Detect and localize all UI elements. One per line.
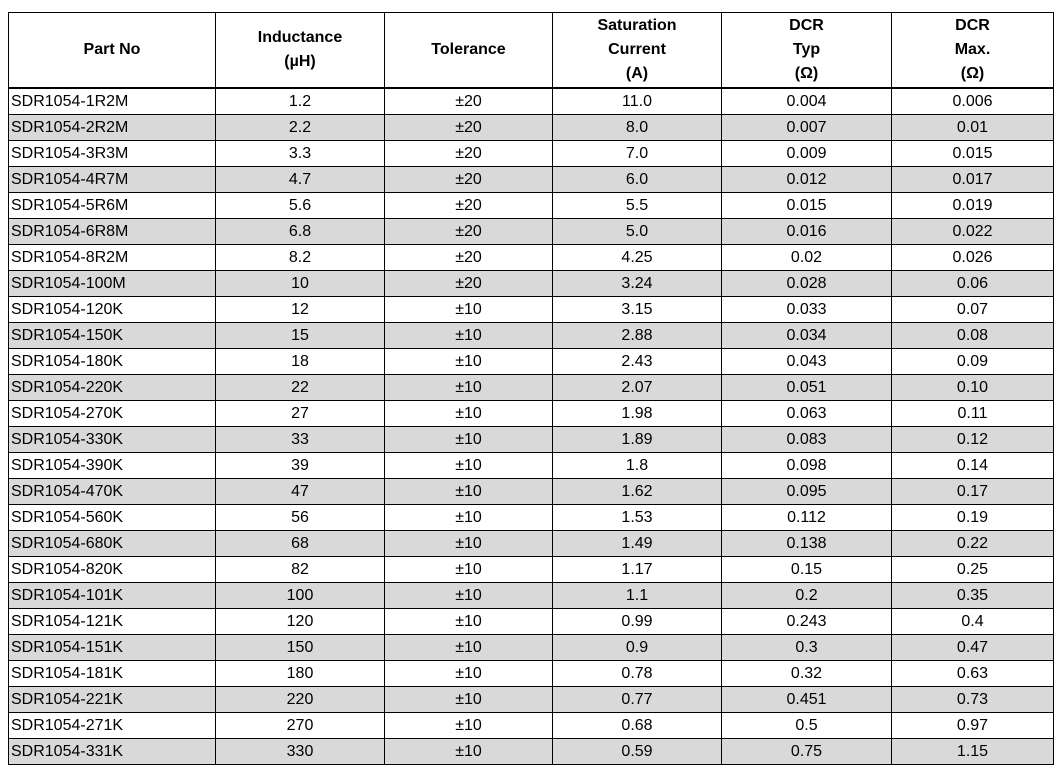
inductance-cell: 10 (216, 270, 385, 296)
part-no-cell: SDR1054-270K (9, 400, 216, 426)
saturation-current-cell: 0.77 (553, 686, 722, 712)
inductance-cell: 82 (216, 556, 385, 582)
saturation-current-cell: 5.0 (553, 218, 722, 244)
saturation-current-cell: 1.17 (553, 556, 722, 582)
dcr-max-cell: 0.017 (892, 166, 1054, 192)
dcr-typ-cell: 0.2 (722, 582, 892, 608)
part-no-cell: SDR1054-221K (9, 686, 216, 712)
inductance-cell: 220 (216, 686, 385, 712)
tolerance-cell: ±20 (385, 166, 553, 192)
part-no-cell: SDR1054-6R8M (9, 218, 216, 244)
inductance-cell: 22 (216, 374, 385, 400)
saturation-current-cell: 7.0 (553, 140, 722, 166)
dcr-typ-cell: 0.3 (722, 634, 892, 660)
dcr-max-cell: 0.4 (892, 608, 1054, 634)
inductance-cell: 68 (216, 530, 385, 556)
tolerance-cell: ±20 (385, 140, 553, 166)
dcr-max-cell: 0.015 (892, 140, 1054, 166)
table-row (9, 738, 1054, 764)
saturation-current-cell: 1.49 (553, 530, 722, 556)
dcr-max-cell: 0.10 (892, 374, 1054, 400)
part-no-cell: SDR1054-8R2M (9, 244, 216, 270)
table-row (9, 530, 1054, 556)
table-row (9, 582, 1054, 608)
saturation-current-cell: 0.78 (553, 660, 722, 686)
dcr-typ-cell: 0.15 (722, 556, 892, 582)
saturation-current-cell: 0.9 (553, 634, 722, 660)
dcr-max-cell: 0.09 (892, 348, 1054, 374)
tolerance-cell: ±10 (385, 738, 553, 764)
table-body (9, 88, 1054, 765)
header-dcr-max: DCR Max. (Ω) (892, 13, 1054, 88)
saturation-current-cell: 3.24 (553, 270, 722, 296)
part-no-cell: SDR1054-1R2M (9, 88, 216, 115)
inductance-cell: 5.6 (216, 192, 385, 218)
tolerance-cell: ±10 (385, 374, 553, 400)
tolerance-cell: ±10 (385, 322, 553, 348)
table-row (9, 452, 1054, 478)
saturation-current-cell: 1.1 (553, 582, 722, 608)
dcr-max-cell: 1.15 (892, 738, 1054, 764)
table-row (9, 270, 1054, 296)
header-saturation-current: Saturation Current (A) (553, 13, 722, 88)
inductance-cell: 100 (216, 582, 385, 608)
header-inductance: Inductance (µH) (216, 13, 385, 88)
inductance-cell: 27 (216, 400, 385, 426)
inductance-cell: 18 (216, 348, 385, 374)
dcr-typ-cell: 0.051 (722, 374, 892, 400)
part-no-cell: SDR1054-120K (9, 296, 216, 322)
tolerance-cell: ±20 (385, 114, 553, 140)
tolerance-cell: ±10 (385, 634, 553, 660)
saturation-current-cell: 0.99 (553, 608, 722, 634)
saturation-current-cell: 1.8 (553, 452, 722, 478)
tolerance-cell: ±10 (385, 426, 553, 452)
table-row (9, 686, 1054, 712)
inductance-cell: 47 (216, 478, 385, 504)
saturation-current-cell: 5.5 (553, 192, 722, 218)
dcr-typ-cell: 0.063 (722, 400, 892, 426)
dcr-max-cell: 0.97 (892, 712, 1054, 738)
dcr-typ-cell: 0.033 (722, 296, 892, 322)
part-no-cell: SDR1054-2R2M (9, 114, 216, 140)
part-no-cell: SDR1054-3R3M (9, 140, 216, 166)
dcr-typ-cell: 0.083 (722, 426, 892, 452)
table-row (9, 374, 1054, 400)
dcr-typ-cell: 0.098 (722, 452, 892, 478)
part-no-cell: SDR1054-4R7M (9, 166, 216, 192)
saturation-current-cell: 2.43 (553, 348, 722, 374)
inductance-cell: 1.2 (216, 88, 385, 115)
dcr-max-cell: 0.73 (892, 686, 1054, 712)
dcr-typ-cell: 0.32 (722, 660, 892, 686)
table-row (9, 166, 1054, 192)
dcr-max-cell: 0.07 (892, 296, 1054, 322)
table-row (9, 400, 1054, 426)
dcr-max-cell: 0.019 (892, 192, 1054, 218)
table-row (9, 322, 1054, 348)
saturation-current-cell: 1.98 (553, 400, 722, 426)
table-row (9, 712, 1054, 738)
part-no-cell: SDR1054-5R6M (9, 192, 216, 218)
saturation-current-cell: 2.88 (553, 322, 722, 348)
tolerance-cell: ±20 (385, 270, 553, 296)
part-no-cell: SDR1054-150K (9, 322, 216, 348)
dcr-max-cell: 0.25 (892, 556, 1054, 582)
tolerance-cell: ±20 (385, 218, 553, 244)
table-row (9, 192, 1054, 218)
table-row (9, 348, 1054, 374)
dcr-typ-cell: 0.009 (722, 140, 892, 166)
part-no-cell: SDR1054-271K (9, 712, 216, 738)
saturation-current-cell: 6.0 (553, 166, 722, 192)
tolerance-cell: ±10 (385, 608, 553, 634)
inductance-cell: 12 (216, 296, 385, 322)
tolerance-cell: ±10 (385, 686, 553, 712)
dcr-max-cell: 0.11 (892, 400, 1054, 426)
table-row (9, 296, 1054, 322)
saturation-current-cell: 0.68 (553, 712, 722, 738)
tolerance-cell: ±20 (385, 88, 553, 115)
part-no-cell: SDR1054-100M (9, 270, 216, 296)
inductance-cell: 270 (216, 712, 385, 738)
dcr-typ-cell: 0.016 (722, 218, 892, 244)
part-no-cell: SDR1054-151K (9, 634, 216, 660)
part-no-cell: SDR1054-331K (9, 738, 216, 764)
saturation-current-cell: 1.62 (553, 478, 722, 504)
dcr-max-cell: 0.14 (892, 452, 1054, 478)
table-row (9, 634, 1054, 660)
inductance-cell: 330 (216, 738, 385, 764)
table-row (9, 88, 1054, 115)
table-row (9, 478, 1054, 504)
tolerance-cell: ±20 (385, 192, 553, 218)
dcr-max-cell: 0.63 (892, 660, 1054, 686)
table-header (9, 13, 1054, 88)
inductance-cell: 8.2 (216, 244, 385, 270)
tolerance-cell: ±10 (385, 478, 553, 504)
dcr-typ-cell: 0.012 (722, 166, 892, 192)
dcr-typ-cell: 0.75 (722, 738, 892, 764)
dcr-max-cell: 0.35 (892, 582, 1054, 608)
table-row (9, 244, 1054, 270)
header-row (9, 13, 1054, 88)
tolerance-cell: ±10 (385, 582, 553, 608)
dcr-typ-cell: 0.112 (722, 504, 892, 530)
inductance-cell: 180 (216, 660, 385, 686)
inductance-cell: 150 (216, 634, 385, 660)
table-row (9, 426, 1054, 452)
part-no-cell: SDR1054-220K (9, 374, 216, 400)
dcr-typ-cell: 0.043 (722, 348, 892, 374)
dcr-max-cell: 0.22 (892, 530, 1054, 556)
inductance-cell: 39 (216, 452, 385, 478)
saturation-current-cell: 11.0 (553, 88, 722, 115)
saturation-current-cell: 8.0 (553, 114, 722, 140)
dcr-typ-cell: 0.034 (722, 322, 892, 348)
dcr-typ-cell: 0.138 (722, 530, 892, 556)
dcr-max-cell: 0.08 (892, 322, 1054, 348)
saturation-current-cell: 0.59 (553, 738, 722, 764)
dcr-max-cell: 0.022 (892, 218, 1054, 244)
dcr-typ-cell: 0.243 (722, 608, 892, 634)
part-no-cell: SDR1054-181K (9, 660, 216, 686)
tolerance-cell: ±10 (385, 530, 553, 556)
tolerance-cell: ±10 (385, 400, 553, 426)
inductance-cell: 33 (216, 426, 385, 452)
tolerance-cell: ±10 (385, 452, 553, 478)
inductance-cell: 120 (216, 608, 385, 634)
table-row (9, 556, 1054, 582)
inductance-cell: 3.3 (216, 140, 385, 166)
part-no-cell: SDR1054-390K (9, 452, 216, 478)
dcr-max-cell: 0.17 (892, 478, 1054, 504)
dcr-typ-cell: 0.451 (722, 686, 892, 712)
part-no-cell: SDR1054-560K (9, 504, 216, 530)
tolerance-cell: ±10 (385, 712, 553, 738)
dcr-typ-cell: 0.007 (722, 114, 892, 140)
table-row (9, 140, 1054, 166)
dcr-max-cell: 0.06 (892, 270, 1054, 296)
saturation-current-cell: 4.25 (553, 244, 722, 270)
header-dcr-typ: DCR Typ (Ω) (722, 13, 892, 88)
dcr-max-cell: 0.12 (892, 426, 1054, 452)
part-no-cell: SDR1054-680K (9, 530, 216, 556)
dcr-max-cell: 0.01 (892, 114, 1054, 140)
inductance-cell: 6.8 (216, 218, 385, 244)
dcr-typ-cell: 0.028 (722, 270, 892, 296)
dcr-typ-cell: 0.004 (722, 88, 892, 115)
table-row (9, 218, 1054, 244)
dcr-typ-cell: 0.5 (722, 712, 892, 738)
part-no-cell: SDR1054-820K (9, 556, 216, 582)
tolerance-cell: ±10 (385, 556, 553, 582)
tolerance-cell: ±20 (385, 244, 553, 270)
saturation-current-cell: 3.15 (553, 296, 722, 322)
inductance-cell: 4.7 (216, 166, 385, 192)
part-no-cell: SDR1054-330K (9, 426, 216, 452)
saturation-current-cell: 1.89 (553, 426, 722, 452)
header-tolerance: Tolerance (385, 13, 553, 88)
table-row (9, 504, 1054, 530)
dcr-typ-cell: 0.095 (722, 478, 892, 504)
dcr-max-cell: 0.19 (892, 504, 1054, 530)
part-no-cell: SDR1054-470K (9, 478, 216, 504)
table-row (9, 660, 1054, 686)
inductance-cell: 2.2 (216, 114, 385, 140)
part-no-cell: SDR1054-180K (9, 348, 216, 374)
tolerance-cell: ±10 (385, 296, 553, 322)
part-no-cell: SDR1054-101K (9, 582, 216, 608)
part-no-cell: SDR1054-121K (9, 608, 216, 634)
inductor-spec-table (8, 12, 1054, 765)
table-row (9, 608, 1054, 634)
dcr-max-cell: 0.47 (892, 634, 1054, 660)
tolerance-cell: ±10 (385, 660, 553, 686)
saturation-current-cell: 2.07 (553, 374, 722, 400)
saturation-current-cell: 1.53 (553, 504, 722, 530)
inductance-cell: 15 (216, 322, 385, 348)
tolerance-cell: ±10 (385, 504, 553, 530)
table-row (9, 114, 1054, 140)
dcr-typ-cell: 0.02 (722, 244, 892, 270)
dcr-typ-cell: 0.015 (722, 192, 892, 218)
dcr-max-cell: 0.006 (892, 88, 1054, 115)
header-part-no: Part No (9, 13, 216, 88)
dcr-max-cell: 0.026 (892, 244, 1054, 270)
inductance-cell: 56 (216, 504, 385, 530)
tolerance-cell: ±10 (385, 348, 553, 374)
